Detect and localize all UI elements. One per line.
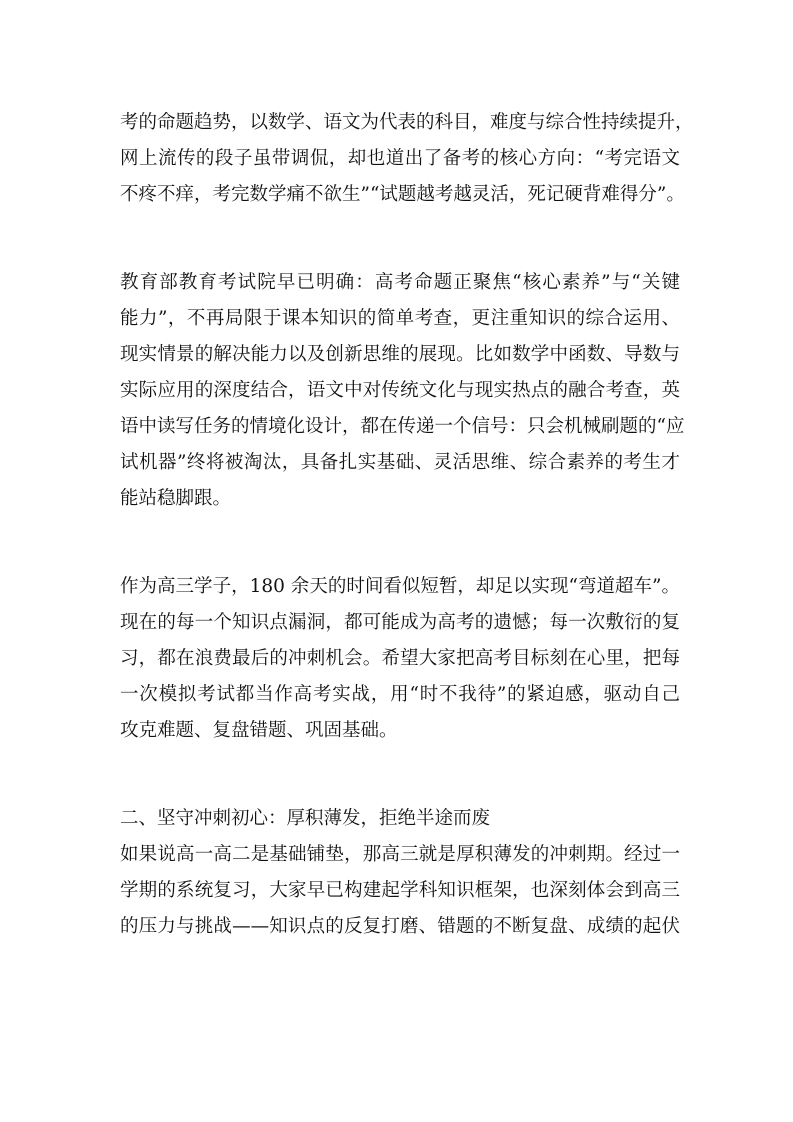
text-line: 语中读写任务的情境化设计，都在传递一个信号：只会机械刷题的“应	[120, 416, 685, 437]
text-line: 试机器”终将被淘汰，具备扎实基础、灵活思维、综合素养的考生才	[120, 452, 680, 473]
text-line: 网上流传的段子虽带调侃，却也道出了备考的核心方向：“考完语文	[120, 148, 680, 169]
text-line: 现在的每一个知识点漏洞，都可能成为高考的遗憾；每一次敷衍的复	[120, 612, 680, 633]
text-line: 攻克难题、复盘错题、巩固基础。	[120, 720, 398, 741]
text-line: 习，都在浪费最后的冲刺机会。希望大家把高考目标刻在心里，把每	[120, 648, 680, 669]
text-line: 不疼不痒，考完数学痛不欲生”“试题越考越灵活，死记硬背难得分”。	[120, 184, 685, 205]
text-line: 一次模拟考试都当作高考实战，用“时不我待”的紧迫感，驱动自己	[120, 684, 680, 705]
text-line: 现实情景的解决能力以及创新思维的展现。比如数学中函数、导数与	[120, 344, 680, 365]
section-heading: 二、坚守冲刺初心：厚积薄发，拒绝半途而废	[120, 808, 491, 829]
text-line: 教育部教育考试院早已明确：高考命题正聚焦“核心素养”与“关键	[120, 272, 680, 293]
text-line: 实际应用的深度结合，语文中对传统文化与现实热点的融合考查，英	[120, 380, 680, 401]
text-line: 考的命题趋势，以数学、语文为代表的科目，难度与综合性持续提升，	[120, 112, 694, 133]
text-line: 能力”，不再局限于课本知识的简单考查，更注重知识的综合运用、	[120, 308, 680, 329]
text-line: 的压力与挑战——知识点的反复打磨、错题的不断复盘、成绩的起伏	[120, 916, 680, 937]
text-line: 学期的系统复习，大家早已构建起学科知识框架，也深刻体会到高三	[120, 880, 680, 901]
text-line: 能站稳脚跟。	[120, 488, 232, 509]
text-line: 如果说高一高二是基础铺垫，那高三就是厚积薄发的冲刺期。经过一	[120, 844, 680, 865]
text-line: 作为高三学子，180 余天的时间看似短暂，却足以实现“弯道超车”。	[120, 576, 680, 597]
